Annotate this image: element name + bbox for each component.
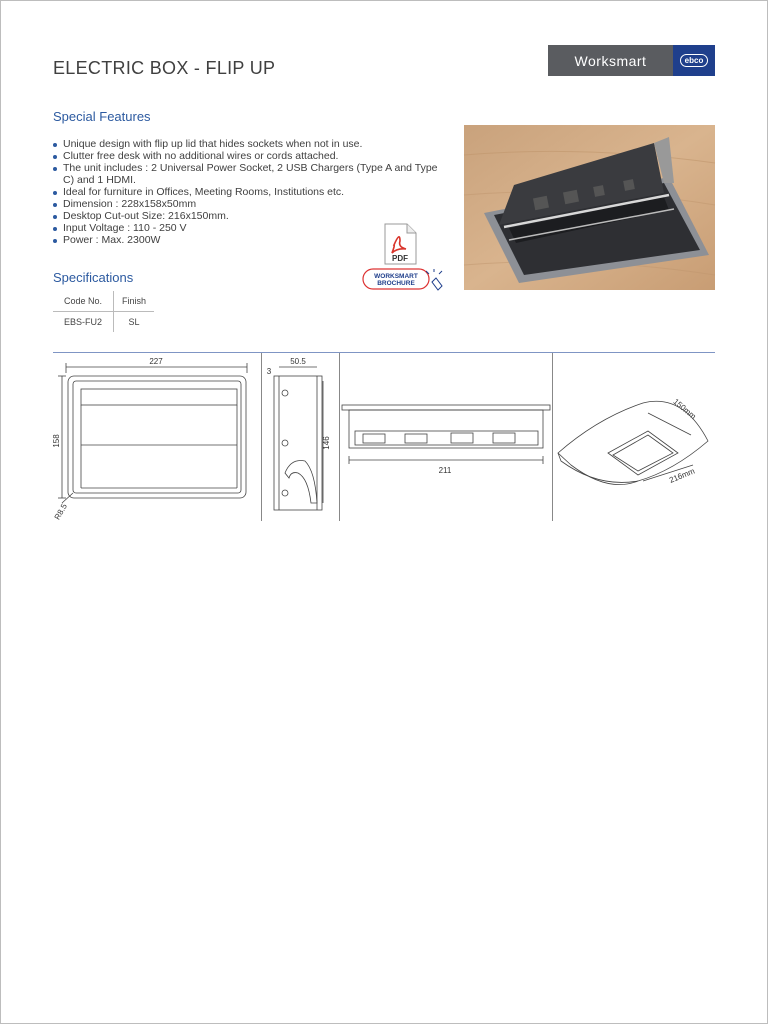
technical-drawings	[53, 353, 715, 523]
specifications-heading: Specifications	[53, 270, 134, 285]
front-view-drawing	[342, 405, 550, 464]
dimension-label: 211	[438, 466, 452, 475]
dimension-label: 3	[266, 367, 272, 376]
feature-item: Unique design with flip up lid that hides sockets when not in use.	[53, 138, 443, 150]
brand-logo	[548, 45, 715, 76]
ebco-logo-text: ebco	[680, 54, 709, 67]
side-view-drawing	[274, 367, 323, 510]
feature-item: Power : Max. 2300W	[53, 234, 443, 246]
dimension-label: R8.5	[52, 502, 69, 522]
worksmart-logo: Worksmart	[548, 45, 673, 76]
feature-item: Clutter free desk with no additional wires or cords attached.	[53, 150, 443, 162]
brochure-line2: BROCHURE	[377, 280, 415, 287]
code-cell: EBS-FU2	[53, 312, 114, 333]
dimension-label: 216mm	[668, 466, 697, 485]
feature-item: The unit includes : 2 Universal Power Socket, 2 USB Chargers (Type A and Type C) and 1 HDMI.	[53, 162, 443, 186]
column-header: Code No.	[53, 291, 114, 312]
dimension-label: 50.5	[290, 357, 306, 366]
brochure-line1: WORKSMART	[374, 273, 418, 280]
pdf-label: PDF	[392, 254, 408, 263]
feature-item: Input Voltage : 110 - 250 V	[53, 222, 443, 234]
product-photo	[464, 125, 715, 290]
feature-item: Desktop Cut-out Size: 216x150mm.	[53, 210, 443, 222]
specifications-table	[53, 291, 154, 332]
ebco-logo	[673, 45, 715, 76]
top-view-drawing	[58, 363, 247, 503]
feature-item: Ideal for furniture in Offices, Meeting Rooms, Institutions etc.	[53, 186, 443, 198]
dimension-label: 227	[149, 357, 163, 366]
feature-item: Dimension : 228x158x50mm	[53, 198, 443, 210]
brochure-button[interactable]	[362, 268, 448, 292]
dimension-label: 150mm	[671, 397, 698, 422]
column-header: Finish	[114, 291, 155, 312]
features-heading: Special Features	[53, 109, 151, 124]
page-title: ELECTRIC BOX - FLIP UP	[53, 58, 276, 78]
table-header-row	[53, 291, 154, 312]
dimension-label: 146	[322, 436, 331, 450]
pdf-icon[interactable]	[383, 223, 417, 265]
table-row	[53, 312, 154, 333]
finish-cell: SL	[128, 317, 140, 327]
dimension-label: 158	[52, 434, 61, 448]
